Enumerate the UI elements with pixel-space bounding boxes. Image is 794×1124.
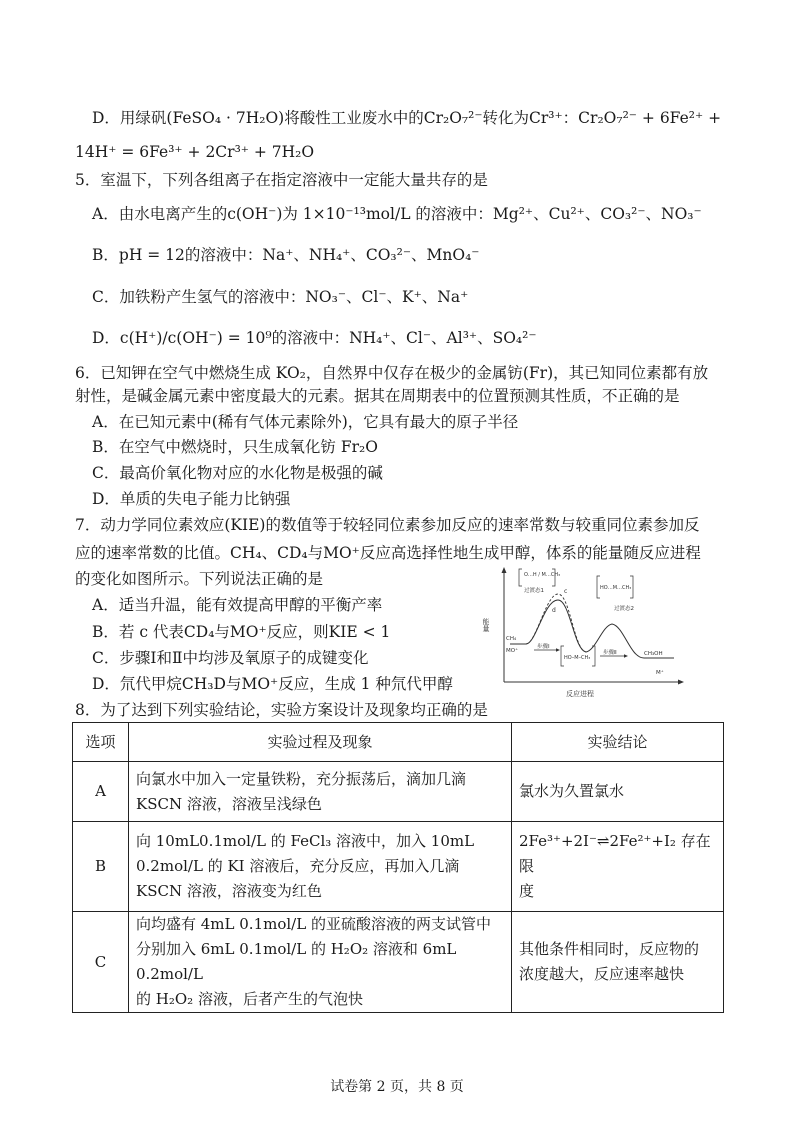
row-procedure — [129, 822, 512, 912]
q6-option-c: C．最高价氧化物对应的水化物是极强的碱 — [92, 464, 383, 482]
row-option: A — [73, 762, 129, 822]
row-conclusion — [512, 762, 724, 822]
q6-stem-line1: 6．已知钾在空气中燃烧生成 KO₂，自然界中仅存在极少的金属钫(Fr)，其已知同位素都有放 — [75, 364, 709, 382]
label-d: d — [552, 607, 556, 614]
header-conclusion: 实验结论 — [512, 723, 724, 762]
x-axis-label: 反应进程 — [566, 690, 594, 698]
experiment-table — [72, 722, 724, 1013]
q5-option-d: D．c(H⁺)/c(OH⁻) = 10⁹的溶液中：NH₄⁺、Cl⁻、Al³⁺、SO₄²⁻ — [92, 329, 537, 347]
q6-option-a: A．在已知元素中(稀有气体元素除外)，它具有最大的原子半径 — [92, 413, 519, 431]
q4-option-d-line2: 14H⁺ = 6Fe³⁺ + 2Cr³⁺ + 7H₂O — [75, 143, 315, 161]
conclusion-line: 其他条件相同时，反应物的 — [519, 940, 700, 958]
table-row — [73, 912, 724, 1013]
table-row — [73, 762, 724, 822]
conclusion-line: 氯水为久置氯水 — [519, 782, 625, 800]
label-ts2: 过渡态2 — [614, 606, 634, 612]
procedure-line: 向均盛有 4mL 0.1mol/L 的亚硫酸溶液的两支试管中 — [136, 915, 491, 933]
product-m: M⁺ — [656, 670, 664, 676]
table-header-row — [73, 723, 724, 762]
reactant-ch4: CH₄ — [506, 636, 517, 642]
q7-option-d: D．氘代甲烷CH₃D与MO⁺反应，生成 1 种氘代甲醇 — [92, 675, 453, 693]
label-c: c — [564, 588, 568, 595]
procedure-line: 的 H₂O₂ 溶液，后者产生的气泡快 — [136, 990, 363, 1008]
q7-stem-line3: 的变化如图所示。下列说法正确的是 — [75, 570, 324, 588]
row-option: B — [73, 822, 129, 912]
step1-label: 步骤Ⅰ — [537, 644, 550, 650]
q5-option-b: B．pH = 12的溶液中：Na⁺、NH₄⁺、CO₃²⁻、MnO₄⁻ — [92, 246, 480, 264]
step2-label: 步骤Ⅱ — [603, 650, 617, 656]
q7-option-a: A．适当升温，能有效提高甲醇的平衡产率 — [92, 596, 383, 614]
step1-arrowhead — [556, 648, 560, 652]
procedure-line: KSCN 溶液，溶液变为红色 — [136, 882, 322, 900]
reactant-mo: MO⁺ — [506, 648, 518, 654]
ts1-species: O…H / M…CH₃ — [524, 572, 561, 578]
conclusion-line: 2Fe³⁺+2I⁻⇌2Fe²⁺+I₂ 存在限 — [519, 832, 711, 875]
row-conclusion — [512, 822, 724, 912]
row-procedure — [129, 762, 512, 822]
q5-stem: 5．室温下，下列各组离子在指定溶液中一定能大量共存的是 — [75, 171, 488, 189]
product-ch3oh: CH₃OH — [644, 651, 663, 657]
y-axis-label: 能量 — [482, 618, 490, 632]
header-option: 选项 — [73, 723, 129, 762]
q6-stem-line2: 射性，是碱金属元素中密度最大的元素。据其在周期表中的位置预测其性质，不正确的是 — [75, 387, 680, 405]
label-ts1: 过渡态1 — [524, 588, 544, 594]
q7-stem-line2: 应的速率常数的比值。CH₄、CD₄与MO⁺反应高选择性地生成甲醇，体系的能量随反应进程 — [75, 544, 701, 562]
y-axis-arrow — [502, 567, 507, 573]
q6-option-d: D．单质的失电子能力比钠强 — [92, 490, 291, 508]
row-option: C — [73, 912, 129, 1013]
row-conclusion — [512, 912, 724, 1013]
step2-arrowhead — [624, 654, 628, 658]
q4-option-d-line1: D．用绿矾(FeSO₄ · 7H₂O)将酸性工业废水中的Cr₂O₇²⁻转化为Cr³⁺：Cr₂O₇²⁻ + 6Fe²⁺ + — [92, 109, 722, 127]
intermediate-species: HO–M–CH₃ — [564, 655, 591, 661]
procedure-line: KSCN 溶液，溶液呈浅绿色 — [136, 794, 322, 813]
procedure-line: 分别加入 6mL 0.1mol/L 的 H₂O₂ 溶液和 6mL 0.2mol/L — [136, 940, 457, 983]
q6-option-b: B．在空气中燃烧时，只生成氧化钫 Fr₂O — [92, 438, 378, 456]
header-procedure: 实验过程及现象 — [129, 723, 512, 762]
ts2-species: HO…M…CH₃ — [600, 585, 632, 591]
q7-option-c: C．步骤Ⅰ和Ⅱ中均涉及氧原子的成键变化 — [92, 649, 369, 667]
q5-option-c: C．加铁粉产生氢气的溶液中：NO₃⁻、Cl⁻、K⁺、Na⁺ — [92, 288, 469, 306]
table-row — [73, 822, 724, 912]
q7-stem-line1: 7．动力学同位素效应(KIE)的数值等于较轻同位素参加反应的速率常数与较重同位素参加反 — [75, 516, 700, 534]
energy-profile-diagram — [474, 566, 684, 704]
conclusion-line: 度 — [519, 882, 535, 900]
conclusion-line: 浓度越大，反应速率越快 — [519, 965, 685, 983]
row-procedure — [129, 912, 512, 1013]
q5-option-a: A．由水电离产生的c(OH⁻)为 1×10⁻¹³mol/L 的溶液中：Mg²⁺、Cu²⁺、CO₃²⁻、NO₃⁻ — [92, 205, 702, 223]
page-footer: 试卷第 2 页，共 8 页 — [330, 1079, 464, 1095]
procedure-line: 向 10mL0.1mol/L 的 FeCl₃ 溶液中，加入 10mL — [136, 832, 475, 850]
q7-option-b: B．若 c 代表CD₄与MO⁺反应，则KIE < 1 — [92, 623, 391, 641]
curve-c — [526, 594, 586, 652]
q8-stem: 8．为了达到下列实验结论，实验方案设计及现象均正确的是 — [75, 701, 488, 719]
curve-d — [510, 600, 674, 658]
procedure-line: 向氯水中加入一定量铁粉，充分振荡后，滴加几滴 — [136, 769, 467, 788]
procedure-line: 0.2mol/L 的 KI 溶液后，充分反应，再加入几滴 — [136, 857, 460, 875]
x-axis-arrow — [678, 680, 684, 685]
